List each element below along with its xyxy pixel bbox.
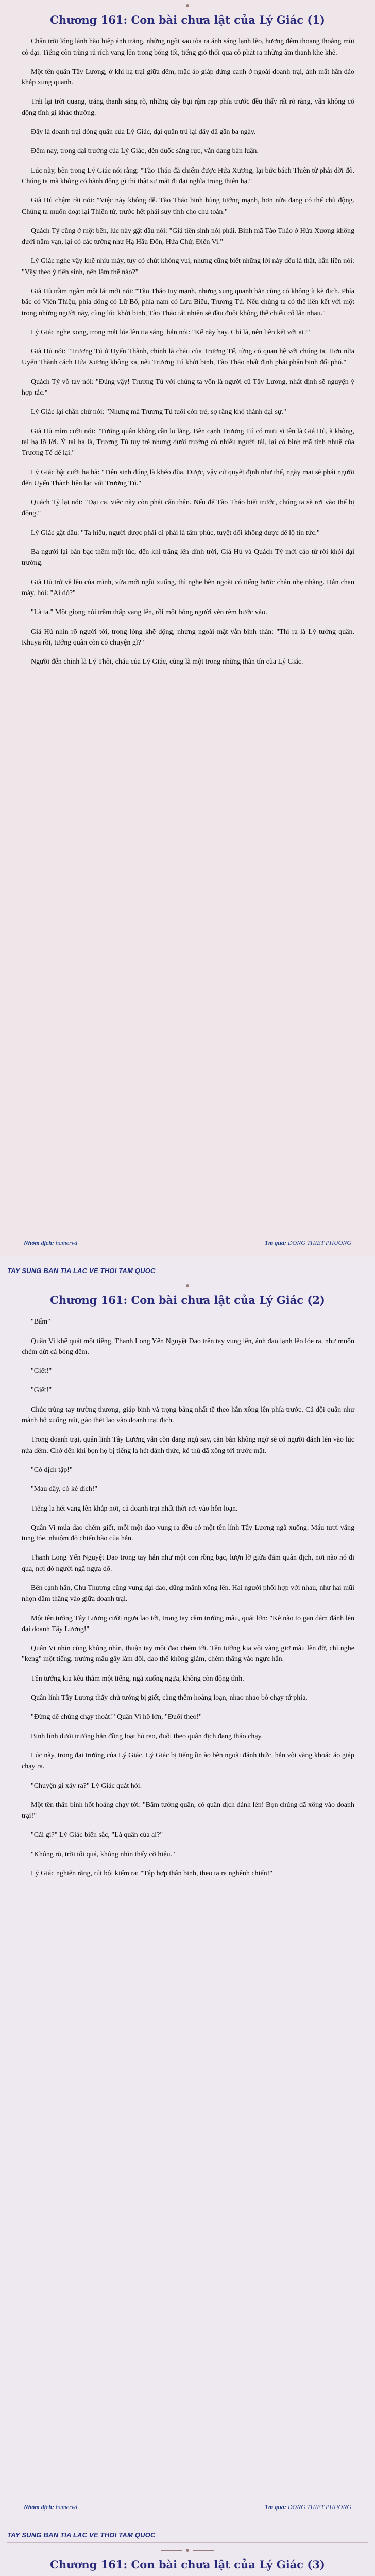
story-header: TAY SUNG BAN TIA LAC VE THOI TAM QUOC — [7, 1267, 156, 1275]
paragraph: Giả Hủ chậm rãi nói: "Việc này không dễ. Tào Tháo binh hùng tướng mạnh, hơn nữa đang có thế chủ động. Chúng ta muốn đoạt lại Thiên tử, trước hết phải suy tính cho chu toàn." — [22, 197, 354, 216]
paragraph: Binh lính dưới trướng hắn đồng loạt hò reo, đuổi theo quân địch đang tháo chạy. — [31, 1732, 263, 1740]
paragraph: "Mau dậy, có kẻ địch!" — [31, 1485, 98, 1494]
paragraph: Đêm nay, trong đại trướng của Lý Giác, đèn đuốc sáng rực, vẫn đang bàn luận. — [31, 147, 259, 156]
ornament-divider — [0, 2545, 375, 2556]
paragraph: Chúc trùng tay trường thương, giáp binh và trọng bảng nhất tề theo hắn xông lên phía trước. Cả đội quân như mãnh hổ xuống núi, gào thét lao vào doanh trại địch. — [22, 1405, 354, 1425]
paragraph: Quân lính Tây Lương thấy chủ tướng bị giết, càng thêm hoảng loạn, nhao nhao bỏ chạy tứ phía. — [31, 1694, 308, 1702]
paragraph: Một tên thân binh hốt hoảng chạy tới: "Bẩm tướng quân, có quân địch đánh lén! Bọn chúng đã xông vào doanh trại!" — [22, 1801, 354, 1820]
paragraph: "Giết!" — [31, 1367, 52, 1376]
paragraph: Quách Tỷ cũng ở một bên, lúc này gật đầu nói: "Giả tiên sinh nói phải. Binh mã Tào Tháo ở Hứa Xương không dưới năm vạn, lại có các tướng như Hạ Hầu Đôn, Hứa Chử, Điển Vi." — [22, 227, 354, 246]
chapter-section-2 — [0, 1257, 375, 2521]
paragraph: Giả Hủ trở về lều của mình, vừa mới ngồi xuống, thì nghe bên ngoài có tiếng bước chân nhẹ nhàng. Hắn chau mày, hỏi: "Ai đó?" — [22, 578, 354, 597]
chapter-footer — [0, 2503, 375, 2511]
paragraph: Giả Hủ nhìn rõ người tới, trong lòng khẽ động, nhưng ngoài mặt vẫn bình thản: "Thì ra là Lý tướng quân. Khuya rồi, tướng quân còn có chuyện gì?" — [22, 628, 354, 647]
translator-credit — [24, 2503, 77, 2511]
paragraph: Chân trời lóng lánh hào hiệp ánh trăng, những ngôi sao tỏa ra ánh sáng lạnh lẽo, hương đêm thoang thoảng mùi cỏ dại. Tiếng côn trùng rả rích vang lên trong bóng tối, tiếng gió thổi qua cỏ phát ra những âm thanh khe khẽ. — [22, 38, 354, 57]
paragraph: Giả Hủ mỉm cười nói: "Tướng quân không cần lo lắng. Bên cạnh Trương Tú có mưu sĩ tên là Giả Hủ, à không, tại hạ lỡ lời. Ý tại hạ là, Trương Tú tuy trẻ nhưng dưới trướng có nhiều người tài, lại có binh mã tinh nhuệ của Trương Tế để lại." — [22, 427, 354, 457]
paragraph: Quân Vi múa đao chém giết, mỗi một đao vung ra đều có một tên lính Tây Lương ngã xuống. Máu tươi văng tung tóe, nhuộm đỏ chiến bào của hắn. — [22, 1523, 354, 1543]
paragraph: "Bẩm" — [31, 1318, 50, 1326]
paragraph: "Có địch tập!" — [31, 1466, 73, 1474]
translator-label: Nhóm dịch: — [24, 2503, 55, 2511]
ornament-divider — [0, 1280, 375, 1292]
source-credit — [265, 2503, 351, 2511]
paragraph: Một tên quân Tây Lương, ở khi hạ trại giữa đêm, mặc áo giáp đứng canh ở ngoài doanh trại, ánh mắt hắn đảo khắp xung quanh. — [22, 67, 354, 87]
paragraph: Lý Giác nghe xong, trong mắt lóe lên tia sáng, hắn nói: "Kế này hay. Chỉ là, nên liên kết với ai?" — [31, 328, 310, 336]
story-header: TAY SUNG BAN TIA LAC VE THOI TAM QUOC — [7, 2531, 156, 2539]
paragraph: "Là ta." Một giọng nói trầm thấp vang lên, rồi một bóng người vén rèm bước vào. — [31, 608, 267, 617]
paragraph: Tiếng la hét vang lên khắp nơi, cả doanh trại nhất thời rơi vào hỗn loạn. — [31, 1504, 238, 1513]
paragraph: Quân Vi nhìn cũng không nhìn, thuận tay một đao chém tới. Tên tướng kia vội vàng giơ mâu lên đỡ, chỉ nghe "keng" một tiếng, trường mâu gãy làm đôi, đao thế không giảm, chém thẳng vào ngực hắn. — [22, 1645, 354, 1664]
source-name: DONG THIET PHUONG — [287, 2503, 351, 2511]
paragraph: Quách Tỷ vỗ tay nói: "Đúng vậy! Trương Tú với chúng ta vốn là người cũ Tây Lương, nhất định sẽ nguyện ý hợp tác." — [22, 378, 354, 397]
chapter-section-3 — [0, 2521, 375, 2576]
paragraph: Trong doanh trại, quân lính Tây Lương vẫn còn đang ngủ say, căn bản không ngờ sẽ có người đánh lén vào lúc nửa đêm. Chờ đến khi bọn họ bị tiếng la hét đánh thức, kẻ thù đã xông tới trước mặt. — [22, 1436, 354, 1455]
paragraph: Bên cạnh hắn, Chu Thương cũng vung đại đao, dũng mãnh xông lên. Hai người phối hợp với nhau, như hai mũi nhọn đâm thẳng vào giữa doanh trại. — [22, 1584, 354, 1603]
translator-label: Nhóm dịch: — [24, 1239, 55, 1246]
source-label: Tm quá: — [264, 1239, 286, 1246]
source-label: Tm quá: — [264, 2503, 286, 2511]
paragraph: Thanh Long Yển Nguyệt Đao trong tay hắn như một con rồng bạc, lượn lờ giữa đám quân địch, nơi nào nó đi qua, nơi đó người ngã ngựa đổ. — [22, 1554, 354, 1573]
chapter-title: Chương 161: Con bài chưa lật của Lý Giác (3) — [50, 2558, 325, 2571]
paragraph: Tên tướng kia kêu thảm một tiếng, ngã xuống ngựa, không còn động tĩnh. — [31, 1674, 244, 1683]
chapter-section-1 — [0, 0, 375, 1257]
chapter-title: Chương 161: Con bài chưa lật của Lý Giác (2) — [50, 1294, 325, 1307]
source-name: DONG THIET PHUONG — [287, 1239, 351, 1246]
paragraph: Giả Hủ trầm ngâm một lát mới nói: "Tào Tháo tuy mạnh, nhưng xung quanh hắn cũng có không ít kẻ địch. Phía bắc có Viên Thiệu, phía đông có Lữ Bố, phía nam có Lưu Biểu, Trương Tú. Nếu chúng ta có thể liên kết với một trong những người này, cùng lúc khởi binh, Tào Tháo tất nhiên sẽ đầu đuôi không thể chiếu cố lẫn nhau." — [22, 287, 354, 317]
ornament-divider — [0, 0, 375, 11]
paragraph: Một tên tướng Tây Lương cưỡi ngựa lao tới, trong tay cầm trường mâu, quát lớn: "Kẻ nào to gan dám đánh lén đại doanh Tây Lương!" — [22, 1614, 354, 1633]
paragraph: Lý Giác bật cười ha hả: "Tiên sinh đúng là khéo đùa. Được, vậy cứ quyết định như thế, ngày mai sẽ phái người đến Uyển Thành liên lạc với Trương Tú." — [22, 468, 354, 487]
paragraph: "Không rõ, trời tối quá, không nhìn thấy cờ hiệu." — [31, 1850, 175, 1858]
paragraph: Trải lại trời quang, trăng thanh sáng rõ, những cây bụi rậm rạp phía trước đều thấy rất rõ ràng, vẫn không có động tĩnh gì khác thường. — [22, 98, 354, 117]
paragraph: Lý Giác nghiến răng, rút bội kiếm ra: "Tập hợp thân binh, theo ta ra nghênh chiến!" — [31, 1870, 273, 1878]
paragraph: "Đừng để chúng chạy thoát!" Quân Vi hô lớn, "Đuổi theo!" — [31, 1713, 202, 1721]
paragraph: Người đến chính là Lý Thôi, cháu của Lý Giác, cũng là một trong những thân tín của Lý Giác. — [31, 658, 303, 666]
paragraph: Lý Giác lại chần chừ nói: "Nhưng mà Trương Tú tuổi còn trẻ, sợ rằng khó thành đại sự." — [31, 408, 286, 416]
paragraph: Lý Giác nghe vậy khẽ nhíu mày, tuy có chút không vui, nhưng cũng biết những lời này đều là thật, hắn liền nói: "Vậy theo ý tiên sinh, nên làm thế nào?" — [22, 257, 354, 276]
paragraph: "Cái gì?" Lý Giác biến sắc, "Là quân của ai?" — [31, 1831, 163, 1839]
paragraph: Giả Hủ nói: "Trương Tú ở Uyển Thành, chính là cháu của Trương Tế, từng có quan hệ với chúng ta. Hơn nữa Uyển Thành cách Hứa Xương không xa, nếu Trương Tú khởi binh, Tào Tháo nhất định phải phân binh đối phó." — [22, 348, 354, 367]
translator-credit — [24, 1239, 77, 1247]
paragraph: Lý Giác gật đầu: "Ta hiểu, người được phái đi phải là tâm phúc, tuyệt đối không được để lộ tin tức." — [31, 529, 320, 537]
paragraph: "Giết!" — [31, 1386, 52, 1395]
paragraph: Đây là doanh trại đóng quân của Lý Giác, đại quân trú lại đây đã gần ba ngày. — [31, 128, 256, 137]
header-rule — [7, 2542, 368, 2543]
chapter-footer — [0, 1239, 375, 1247]
paragraph: Lúc này, trong đại trướng của Lý Giác, Lý Giác bị tiếng ồn ào bên ngoài đánh thức, hắn vội vàng khoác áo giáp chạy ra. — [22, 1751, 354, 1771]
translator-name: hamervd — [56, 1239, 78, 1246]
paragraph: Quân Vi khẽ quát một tiếng, Thanh Long Yển Nguyệt Đao trên tay vung lên, ánh đao lạnh lẽo lóe ra, như muốn chém đứt cả bóng đêm. — [22, 1337, 354, 1356]
source-credit — [265, 1239, 351, 1247]
chapter-title: Chương 161: Con bài chưa lật của Lý Giác (1) — [50, 13, 325, 26]
paragraph: Ba người lại bàn bạc thêm một lúc, đến khi trăng lên đỉnh trời, Giả Hủ và Quách Tỷ mới cáo từ rời khỏi đại trướng. — [22, 548, 354, 567]
paragraph: "Chuyện gì xảy ra?" Lý Giác quát hỏi. — [31, 1782, 142, 1790]
paragraph: Quách Tỷ lại nói: "Đại ca, việc này còn phải cẩn thận. Nếu để Tào Tháo biết trước, chúng ta sẽ rơi vào thế bị động." — [22, 499, 354, 518]
chapter-body — [0, 36, 375, 667]
chapter-body — [0, 1316, 375, 1879]
paragraph: Lúc này, bên trong Lý Giác nói rằng: "Tào Tháo đã chiếm được Hứa Xương, lại bức bách Thiên tử phải dời đô. Chúng ta mà không có hành động gì thì thật sự mất đi đại nghĩa trong thiên hạ." — [22, 166, 354, 185]
translator-name: hamervd — [56, 2503, 78, 2511]
